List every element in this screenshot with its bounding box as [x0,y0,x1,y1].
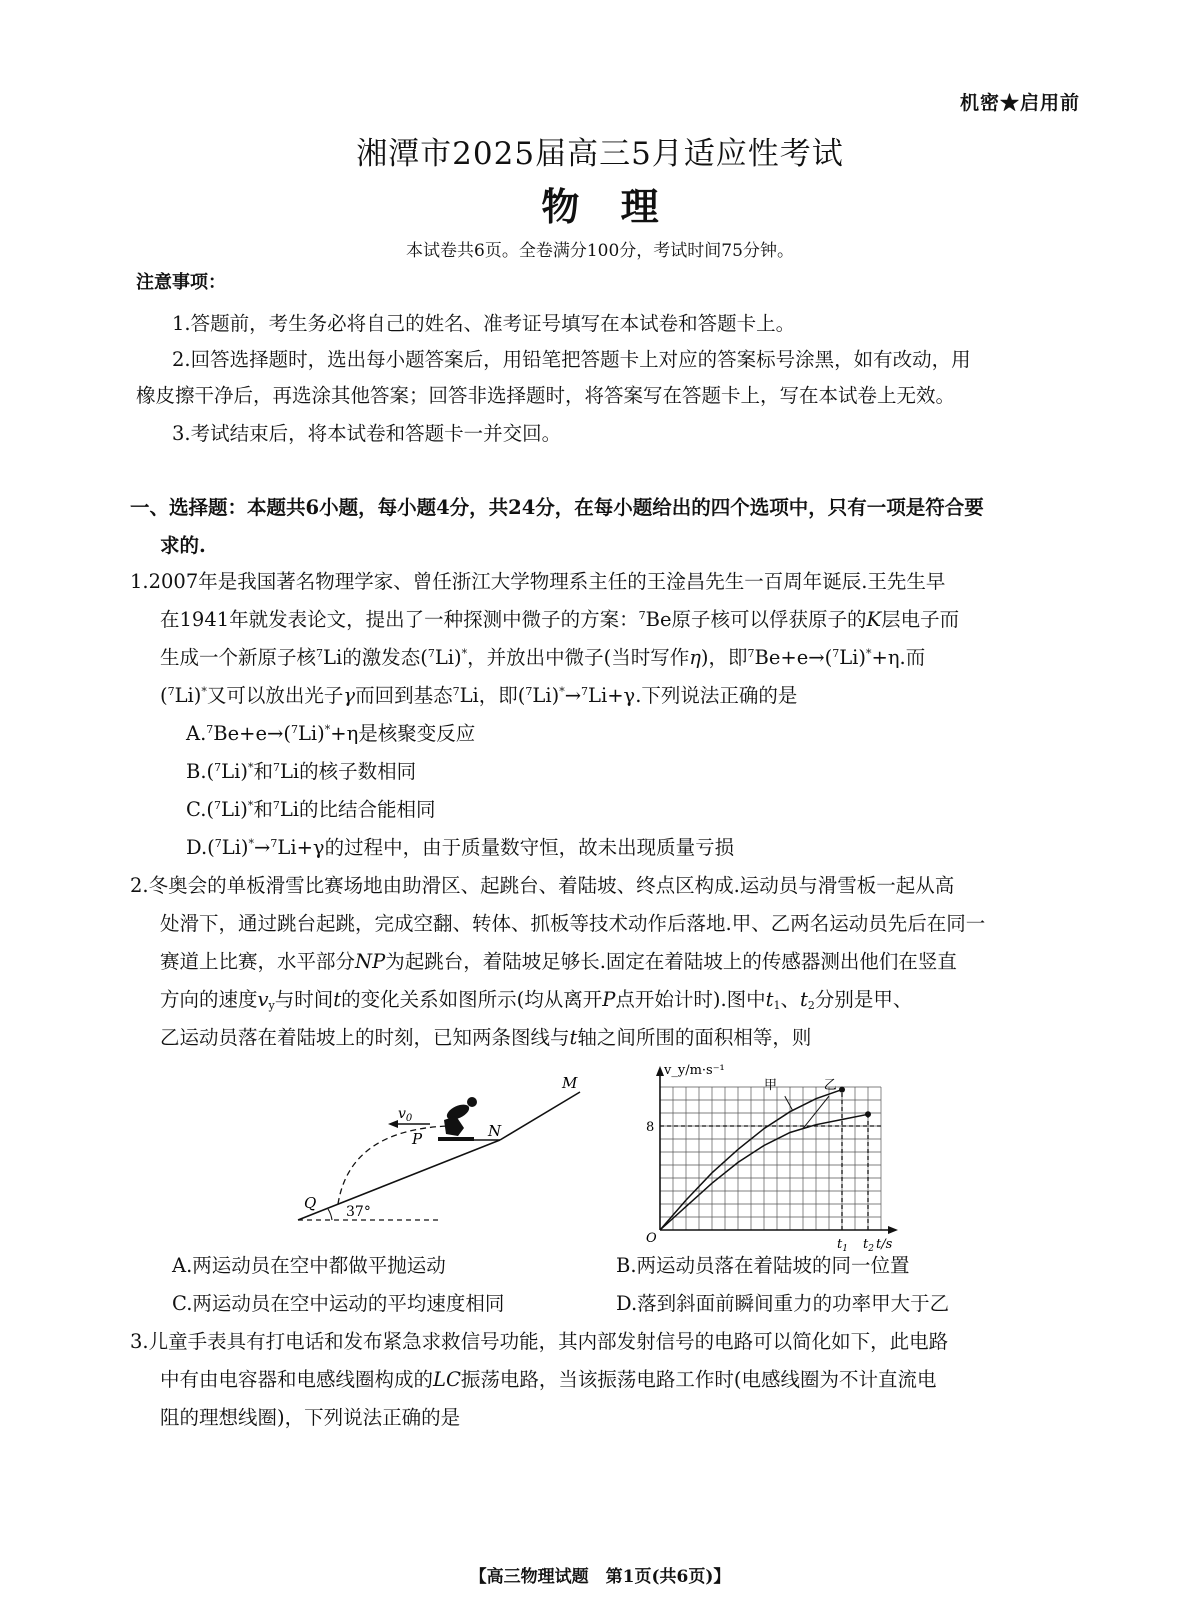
ski-slope-figure [280,1070,600,1240]
q3-line2: 中有由电容器和电感线圈构成的LC振荡电路，当该振荡电路工作时(电感线圈为不计直流电 [160,1368,937,1391]
origin-label: O [646,1231,657,1246]
q1-line1: 1.2007年是我国著名物理学家、曾任浙江大学物理系主任的王淦昌先生一百周年诞辰.王先生早 [130,570,946,593]
t-axis-arrowhead [888,1226,898,1234]
vy-t-chart [630,1062,910,1252]
q1-option-c: C.($^7$Li)*和$^7$Li的比结合能相同 [186,798,436,821]
q3-line3: 阻的理想线圈)，下列说法正确的是 [160,1406,461,1429]
notice-heading: 注意事项： [136,272,226,293]
page-footer: 【高三物理试题 第1页(共6页)】 [469,1567,731,1587]
q2-option-c: C.两运动员在空中运动的平均速度相同 [172,1292,505,1315]
t1-tick-label: $t_1$ [837,1237,848,1252]
q2-line4: 方向的速度$v_y$与时间t的变化关系如图所示(均从离开P点开始计时).图中$t_1$、$t_2$分别是甲、 [160,988,913,1012]
chart-grid [660,1087,881,1230]
leader-line-jia [785,1096,793,1110]
label-m: M [562,1074,578,1092]
approach-slope [500,1092,580,1140]
vy-axis-arrowhead [656,1066,664,1076]
q2-line1: 2.冬奥会的单板滑雪比赛场地由助滑区、起跳台、着陆坡、终点区构成.运动员与滑雪板一起从高 [130,874,955,897]
angle-arc [328,1209,332,1220]
q1-option-b: B.($^7$Li)*和$^7$Li的核子数相同 [186,760,417,783]
q2-option-d: D.落到斜面前瞬间重力的功率甲大于乙 [616,1292,950,1315]
landing-slope [298,1140,500,1220]
subject-title: 物 理 [541,184,659,229]
q1-line4: ($^7$Li)*又可以放出光子γ而回到基态$^7$Li，即($^7$Li)*→$^7$Li+γ.下列说法正确的是 [160,684,798,707]
q1-option-d: D.($^7$Li)*→$^7$Li+γ的过程中，由于质量数守恒，故未出现质量亏损 [186,836,735,859]
paper-info: 本试卷共6页。全卷满分100分，考试时间75分钟。 [406,241,794,261]
series-label-jia: 甲 [764,1078,778,1093]
section1-heading-line2: 求的. [160,534,206,557]
series-label-yi: 乙 [823,1078,837,1093]
label-n: N [488,1122,502,1140]
t2-tick-label: $t_2$ [863,1237,874,1252]
trajectory-curve [338,1126,448,1204]
label-v0: $v_0$ [398,1106,413,1124]
vy-axis-label: v_y/m·s⁻¹ [664,1063,725,1078]
label-q: Q [304,1194,317,1212]
q2-line3: 赛道上比赛，水平部分NP为起跳台，着陆坡足够长.固定在着陆坡上的传感器测出他们在竖直 [160,950,957,973]
endpoint-jia [839,1087,845,1093]
section1-heading-line1: 一、选择题：本题共6小题，每小题4分，共24分，在每小题给出的四个选项中，只有一项是符合要 [130,496,984,519]
q1-line2: 在1941年就发表论文，提出了一种探测中微子的方案：$^7$Be原子核可以俘获原子的K层电子而 [160,608,960,631]
q2-line2: 处滑下，通过跳台起跳，完成空翻、转体、抓板等技术动作后落地.甲、乙两名运动员先后在同一 [160,912,986,935]
v0-arrowhead [388,1120,398,1128]
label-p: P [412,1130,423,1148]
q1-line3: 生成一个新原子核$^7$Li的激发态($^7$Li)*，并放出中微子(当时写作η)，即$^7$Be+e→($^7$Li)*+η.而 [160,646,926,669]
q1-option-a: A.$^7$Be+e→($^7$Li)*+η是核聚变反应 [186,722,476,745]
notice-item-2-line1: 2.回答选择题时，选出每小题答案后，用铅笔把答题卡上对应的答案标号涂黑，如有改动，用 [172,348,971,371]
notice-item-3: 3.考试结束后，将本试卷和答题卡一并交回。 [172,422,562,445]
q3-line1: 3.儿童手表具有打电话和发布紧急求救信号功能，其内部发射信号的电路可以简化如下，此电路 [130,1330,949,1353]
notice-item-1: 1.答题前，考生务必将自己的姓名、准考证号填写在本试卷和答题卡上。 [172,312,796,335]
q2-option-b: B.两运动员落在着陆坡的同一位置 [616,1254,910,1277]
exam-title: 湘潭市2025届高三5月适应性考试 [356,136,844,172]
t-axis-label: t/s [876,1237,893,1252]
confidential-label: 机密★启用前 [959,92,1080,114]
q2-option-a: A.两运动员在空中都做平抛运动 [172,1254,446,1277]
angle-label: 37° [346,1204,371,1220]
skier-icon [438,1097,477,1139]
q2-line5: 乙运动员落在着陆坡上的时刻，已知两条图线与t轴之间所围的面积相等，则 [160,1026,812,1049]
notice-item-2-line2: 橡皮擦干净后，再选涂其他答案；回答非选择题时，将答案写在答题卡上，写在本试卷上无效。 [136,384,956,407]
y-tick-8: 8 [646,1120,655,1135]
